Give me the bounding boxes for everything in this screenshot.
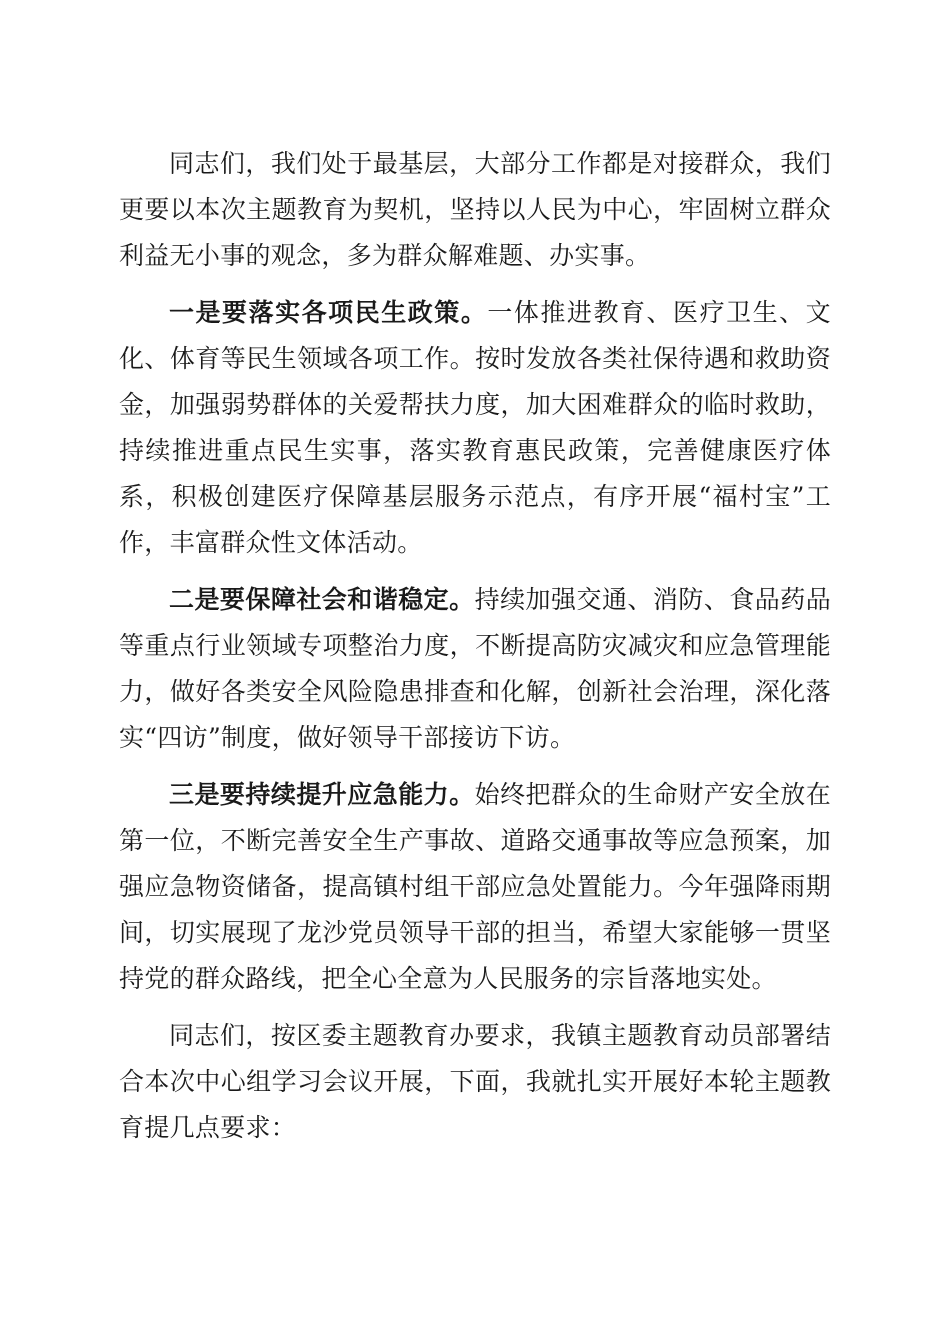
paragraph-text: 持续加强交通、消防、食品药品等重点行业领域专项整治力度，不断提高防灾减灾和应急管理能力，做好各类安全风险隐患排查和化解，创新社会治理，深化落实“四访”制度，做好领导干部接访下访。 (119, 585, 832, 752)
paragraph-text: 同志们，我们处于最基层，大部分工作都是对接群众，我们更要以本次主题教育为契机，坚持以人民为中心，牢固树立群众利益无小事的观念，多为群众解难题、办实事。 (119, 149, 831, 270)
paragraph-lead: 三是要持续提升应急能力。 (169, 780, 475, 809)
paragraph-point-two (119, 577, 831, 761)
paragraph-point-one (119, 290, 831, 566)
paragraph-intro (119, 141, 831, 279)
paragraph-lead: 二是要保障社会和谐稳定。 (169, 585, 475, 614)
paragraph-point-three (119, 772, 831, 1002)
paragraph-closing (119, 1013, 831, 1151)
paragraph-text: 同志们，按区委主题教育办要求，我镇主题教育动员部署结合本次中心组学习会议开展，下面，我就扎实开展好本轮主题教育提几点要求： (119, 1021, 831, 1142)
paragraph-lead: 一是要落实各项民生政策。 (169, 298, 488, 327)
document-body (119, 141, 831, 1162)
paragraph-text: 始终把群众的生命财产安全放在第一位，不断完善安全生产事故、道路交通事故等应急预案，加强应急物资储备，提高镇村组干部应急处置能力。今年强降雨期间，切实展现了龙沙党员领导干部的担当，希望大家能够一贯坚持党的群众路线，把全心全意为人民服务的宗旨落地实处。 (119, 780, 832, 993)
paragraph-text: 一体推进教育、医疗卫生、文化、体育等民生领域各项工作。按时发放各类社保待遇和救助资金，加强弱势群体的关爱帮扶力度，加大困难群众的临时救助，持续推进重点民生实事，落实教育惠民政策，完善健康医疗体系，积极创建医疗保障基层服务示范点，有序开展“福村宝”工作，丰富群众性文体活动。 (119, 298, 831, 557)
